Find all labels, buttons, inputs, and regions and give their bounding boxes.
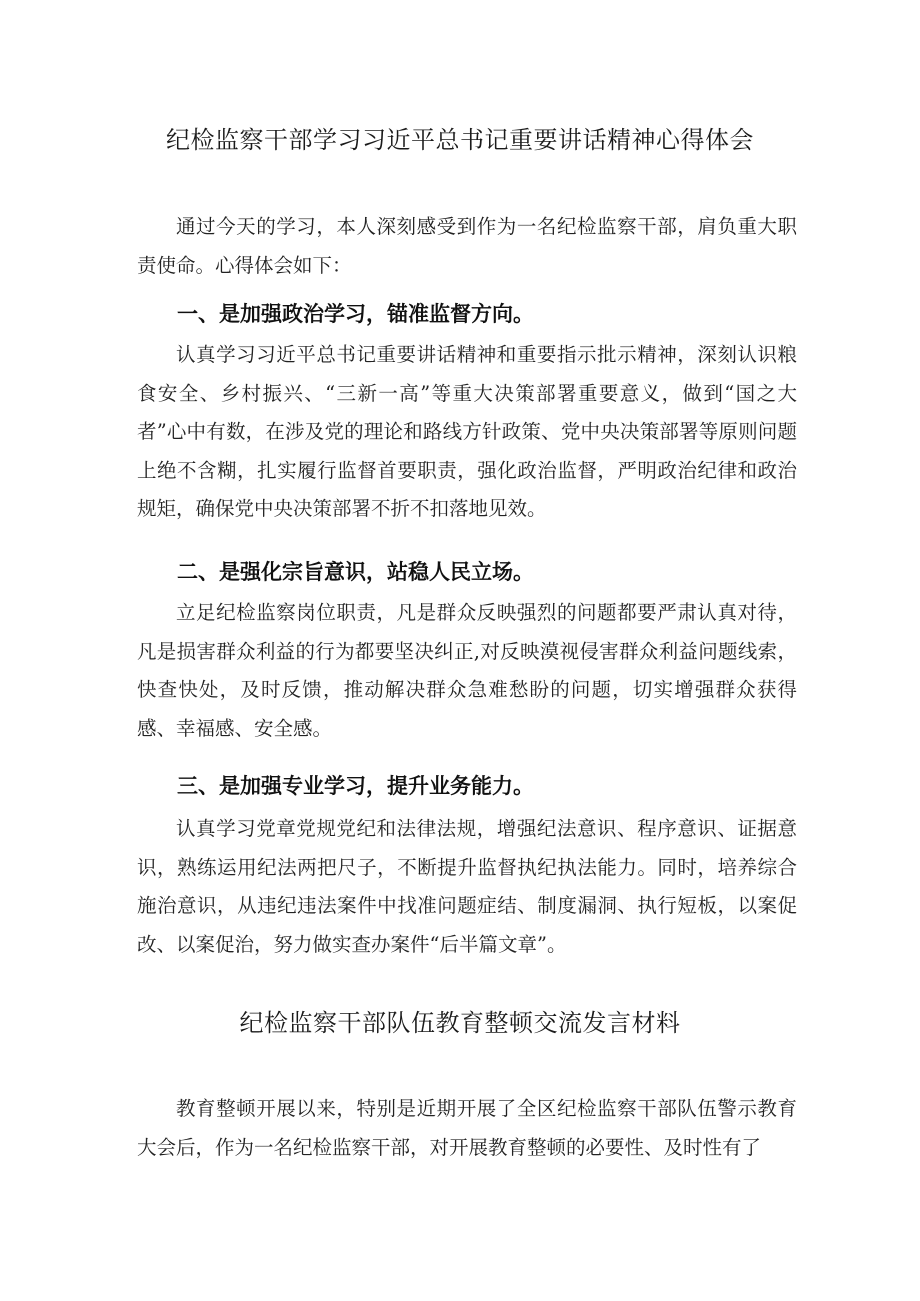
section-1-body: 认真学习习近平总书记重要讲话精神和重要指示批示精神，深刻认识粮食安全、乡村振兴、“三新一高”等重大决策部署重要意义，做到“国之大者”心中有数，在涉及党的理论和路线方针政策、党中央决策部署等原则问题上绝不含糊，扎实履行监督首要职责，强化政治监督，严明政治纪律和政治规矩，确保党中央决策部署不折不扣落地见效。 [137,343,797,521]
article-2-intro: 教育整顿开展以来，特别是近期开展了全区纪检监察干部队伍警示教育大会后，作为一名纪检监察干部，对开展教育整顿的必要性、及时性有了 [137,1097,797,1159]
section-2-heading: 二、是强化宗旨意识，站稳人民立场。 [177,560,534,584]
section-2-body: 立足纪检监察岗位职责，凡是群众反映强烈的问题都要严肃认真对待，凡是损害群众利益的行为都要坚决纠正,对反映漠视侵害群众利益问题线索，快查快处，及时反馈，推动解决群众急难愁盼的问题，切实增强群众获得感、幸福感、安全感。 [137,601,797,740]
section-3-heading: 三、是加强专业学习，提升业务能力。 [177,774,534,798]
section-1-heading: 一、是加强政治学习，锚准监督方向。 [177,302,534,326]
article-2-title: 纪检监察干部队伍教育整顿交流发言材料 [239,1009,681,1037]
section-3-body: 认真学习党章党规党纪和法律法规，增强纪法意识、程序意识、证据意识，熟练运用纪法两把尺子，不断提升监督执纪执法能力。同时，培养综合施治意识，从违纪违法案件中找准问题症结、制度漏洞、执行短板，以案促改、以案促治，努力做实查办案件“后半篇文章”。 [137,817,797,956]
article-1-intro: 通过今天的学习，本人深刻感受到作为一名纪检监察干部，肩负重大职责使命。心得体会如下： [137,215,797,277]
article-1-title: 纪检监察干部学习习近平总书记重要讲话精神心得体会 [166,126,754,154]
